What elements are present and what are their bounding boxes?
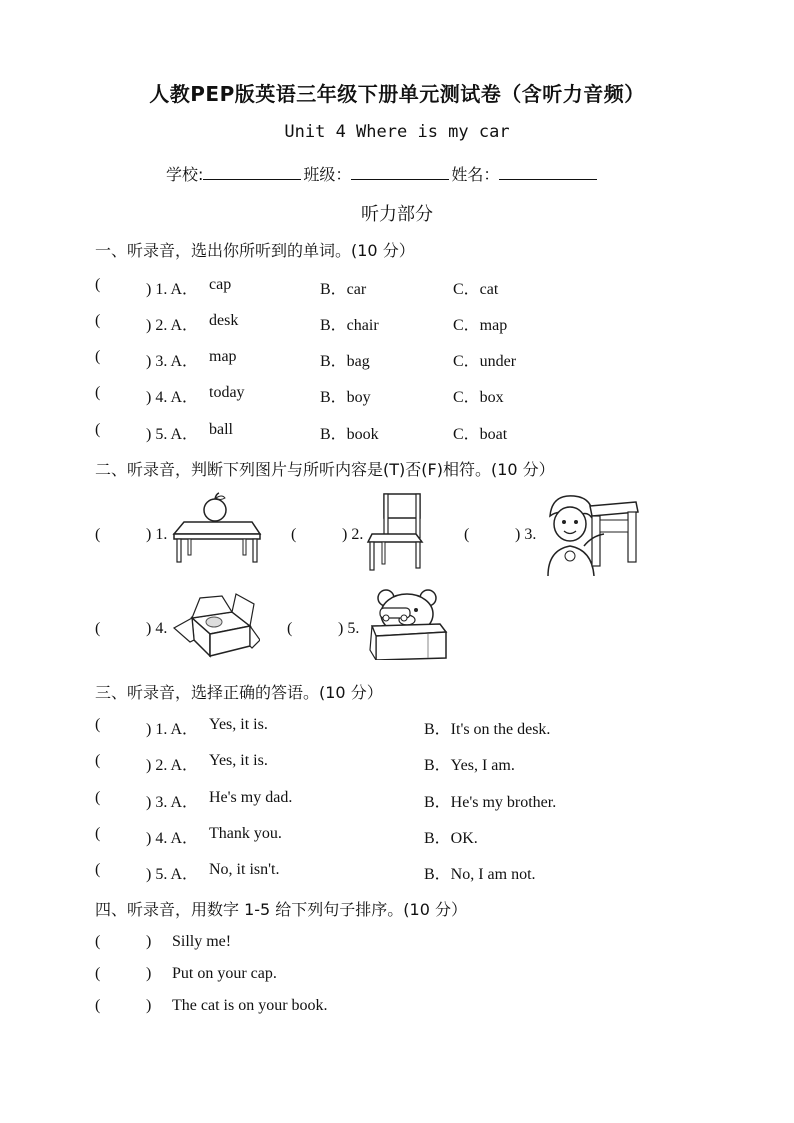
listening-section-header: 听力部分 xyxy=(361,204,433,225)
answer-paren-open[interactable]: ( xyxy=(95,526,101,543)
option-a: He's my dad. xyxy=(209,789,293,806)
option-c: C．map xyxy=(453,317,508,334)
answer-paren-open[interactable]: ( xyxy=(95,620,101,637)
answer-paren-open[interactable]: ( xyxy=(95,997,101,1014)
question-number: ) 4. A． xyxy=(146,389,199,406)
answer-paren-open[interactable]: ( xyxy=(95,421,101,438)
answer-paren-close: ) xyxy=(146,965,152,982)
question-number: ) 3. xyxy=(515,526,537,543)
boy-behind-desk-icon xyxy=(540,494,640,576)
answer-paren-open[interactable]: ( xyxy=(95,752,101,769)
school-blank[interactable] xyxy=(203,165,301,180)
chair-icon xyxy=(366,490,426,572)
class-blank[interactable] xyxy=(351,165,449,180)
document-title: 人教PEP版英语三年级下册单元测试卷（含听力音频） xyxy=(149,82,645,106)
answer-paren-open[interactable]: ( xyxy=(95,384,101,401)
name-label: 姓名： xyxy=(451,165,500,184)
option-b: B．bag xyxy=(320,353,370,370)
question-number: ) 5. A． xyxy=(146,866,199,883)
option-a: today xyxy=(209,384,245,401)
apple-on-table-icon xyxy=(170,492,262,564)
option-c: C．under xyxy=(453,353,517,370)
option-b: B．No, I am not. xyxy=(424,866,536,883)
unit-subtitle: Unit 4 Where is my car xyxy=(284,122,510,142)
part3-heading: 三、听录音，选择正确的答语。(10 分） xyxy=(95,683,383,702)
question-number: ) 2. xyxy=(342,526,364,543)
answer-paren-open[interactable]: ( xyxy=(95,789,101,806)
answer-paren-open[interactable]: ( xyxy=(95,933,101,950)
option-a: No, it isn't. xyxy=(209,861,280,878)
option-c: C．boat xyxy=(453,426,508,443)
option-b: B．chair xyxy=(320,317,379,334)
option-b: B．car xyxy=(320,281,367,298)
school-label: 学校: xyxy=(166,165,204,184)
question-number: ) 5. xyxy=(338,620,360,637)
class-label: 班级： xyxy=(303,165,352,184)
question-number: ) 3. A． xyxy=(146,353,199,370)
option-b: B．OK. xyxy=(424,830,478,847)
answer-paren-close: ) xyxy=(146,933,152,950)
question-number: ) 2. A． xyxy=(146,317,199,334)
sentence-text: The cat is on your book. xyxy=(172,997,328,1014)
option-a: desk xyxy=(209,312,239,329)
question-number: ) 4. A． xyxy=(146,830,199,847)
option-c: C．cat xyxy=(453,281,499,298)
sentence-text: Silly me! xyxy=(172,933,232,950)
part4-heading: 四、听录音，用数字 1-5 给下列句子排序。(10 分） xyxy=(95,900,467,919)
answer-paren-open[interactable]: ( xyxy=(95,861,101,878)
question-number: ) 4. xyxy=(146,620,168,637)
answer-paren-open[interactable]: ( xyxy=(95,716,101,733)
sentence-text: Put on your cap. xyxy=(172,965,277,982)
option-a: Yes, it is. xyxy=(209,716,268,733)
question-number: ) 2. A． xyxy=(146,757,199,774)
answer-paren-open[interactable]: ( xyxy=(291,526,297,543)
option-a: cap xyxy=(209,276,232,293)
option-b: B．Yes, I am. xyxy=(424,757,515,774)
option-b: B．boy xyxy=(320,389,371,406)
answer-paren-open[interactable]: ( xyxy=(464,526,470,543)
answer-paren-close: ) xyxy=(146,997,152,1014)
option-a: map xyxy=(209,348,237,365)
option-c: C．box xyxy=(453,389,504,406)
option-b: B．He's my brother. xyxy=(424,794,557,811)
answer-paren-open[interactable]: ( xyxy=(95,312,101,329)
question-number: ) 3. A． xyxy=(146,794,199,811)
question-number: ) 5. A． xyxy=(146,426,199,443)
question-number: ) 1. xyxy=(146,526,168,543)
answer-paren-open[interactable]: ( xyxy=(287,620,293,637)
option-b: B．book xyxy=(320,426,379,443)
answer-paren-open[interactable]: ( xyxy=(95,825,101,842)
question-number: ) 1. A． xyxy=(146,721,199,738)
part1-heading: 一、听录音，选出你所听到的单词。(10 分） xyxy=(95,241,415,260)
option-a: Yes, it is. xyxy=(209,752,268,769)
answer-paren-open[interactable]: ( xyxy=(95,276,101,293)
option-a: ball xyxy=(209,421,233,438)
open-box-icon xyxy=(170,592,260,658)
option-b: B．It's on the desk. xyxy=(424,721,551,738)
student-info-line xyxy=(166,162,599,185)
question-number: ) 1. A． xyxy=(146,281,199,298)
option-a: Thank you. xyxy=(209,825,282,842)
answer-paren-open[interactable]: ( xyxy=(95,965,101,982)
answer-paren-open[interactable]: ( xyxy=(95,348,101,365)
name-blank[interactable] xyxy=(499,165,597,180)
part2-heading: 二、听录音，判断下列图片与所听内容是(T)否(F)相符。(10 分） xyxy=(95,460,555,479)
teddy-in-box-icon xyxy=(366,588,448,660)
